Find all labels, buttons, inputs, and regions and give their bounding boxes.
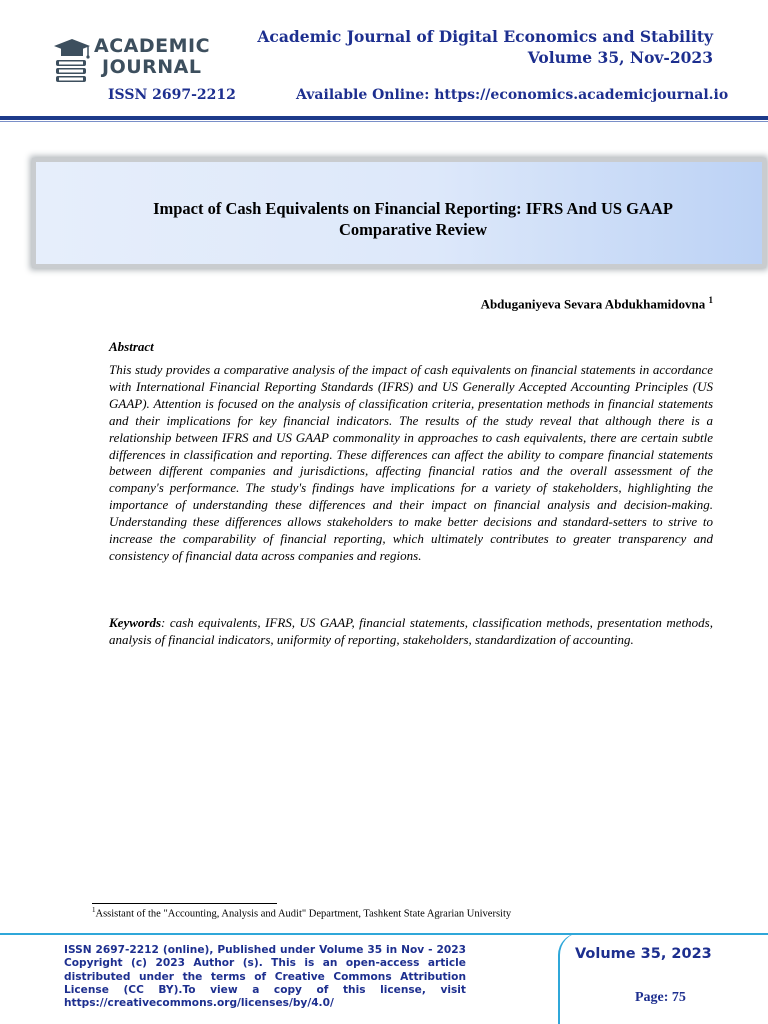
logo-line-1: ACADEMIC [94, 35, 211, 57]
abstract-text: This study provides a comparative analysis of the impact of cash equivalents on financial statements in accordance with International Financial Reporting Standards (IFRS) and US Generally Accepted Accounting Principles (US GAAP). Attention is focused on the analysis of classification criteria, presentation methods in financial statements and their implications for key financial indicators. The results of the study reveal that although there is a relationship between IFRS and US GAAP commonality in approaches to cash equivalents, there are certain subtle differences in classification and reporting. These differences can affect the ability to compare financial statements between different companies and jurisdictions, affecting financial ratios and the overall assessment of the company's performance. The study's findings have implications for a variety of stakeholders, highlighting the importance of understanding these differences and their impact on financial analysis and decision-making. Understanding these differences allows stakeholders to make better decisions and standard-setters to strive to increase the comparability of financial reporting, which ultimately contributes to greater transparency and consistency of financial data across companies and regions. [109, 362, 713, 563]
footnote-rule [92, 903, 277, 904]
issn-header: ISSN 2697-2212 [108, 87, 236, 103]
footer-license: ISSN 2697-2212 (online), Published under Volume 35 in Nov - 2023 Copyright (c) 2023 Author (s). This is an open-access article distributed under the terms of Creative Commons Attribution License (CC BY).To view a copy of this license, visit https://creativecommons.org/licenses/by/4.0/ [64, 944, 466, 1010]
article-title [36, 198, 768, 240]
title-box [32, 158, 766, 268]
author-name [481, 295, 713, 312]
journal-logo [52, 36, 222, 84]
author-text: Abduganiyeva Sevara Abdukhamidovna [480, 296, 706, 312]
article-title-line-2: Comparative Review [338, 220, 487, 239]
journal-name: Academic Journal of Digital Economics and Stability [257, 27, 713, 46]
keywords [109, 614, 713, 648]
journal-volume: Volume 35, Nov-2023 [527, 48, 713, 67]
logo-line-2: JOURNAL [102, 56, 202, 78]
footnote [92, 906, 511, 920]
keywords-list: : cash equivalents, IFRS, US GAAP, financial statements, classification methods, presentation methods, analysis of financial indicators, uniformity of reporting, stakeholders, standardization of accounting. [109, 615, 713, 647]
journal-header [257, 26, 713, 68]
article-title-line-1: Impact of Cash Equivalents on Financial Reporting: IFRS And US GAAP [153, 199, 673, 218]
header-divider [0, 116, 768, 120]
footer-volume: Volume 35, 2023 [575, 946, 712, 962]
abstract-heading: Abstract [109, 339, 154, 354]
author-footnote-marker[interactable]: 1 [708, 295, 713, 305]
header-divider-thin [0, 121, 768, 122]
graduation-cap-books-icon [52, 36, 92, 82]
page-number: Page: 75 [635, 990, 686, 1005]
available-online-link[interactable]: Available Online: https://economics.academicjournal.io [296, 87, 729, 103]
keywords-label: Keywords [109, 615, 161, 630]
footnote-text: Assistant of the "Accounting, Analysis and Audit" Department, Tashkent State Agrarian University [95, 908, 512, 920]
logo-wordmark [94, 36, 210, 78]
footnote-number: 1 [92, 906, 96, 914]
